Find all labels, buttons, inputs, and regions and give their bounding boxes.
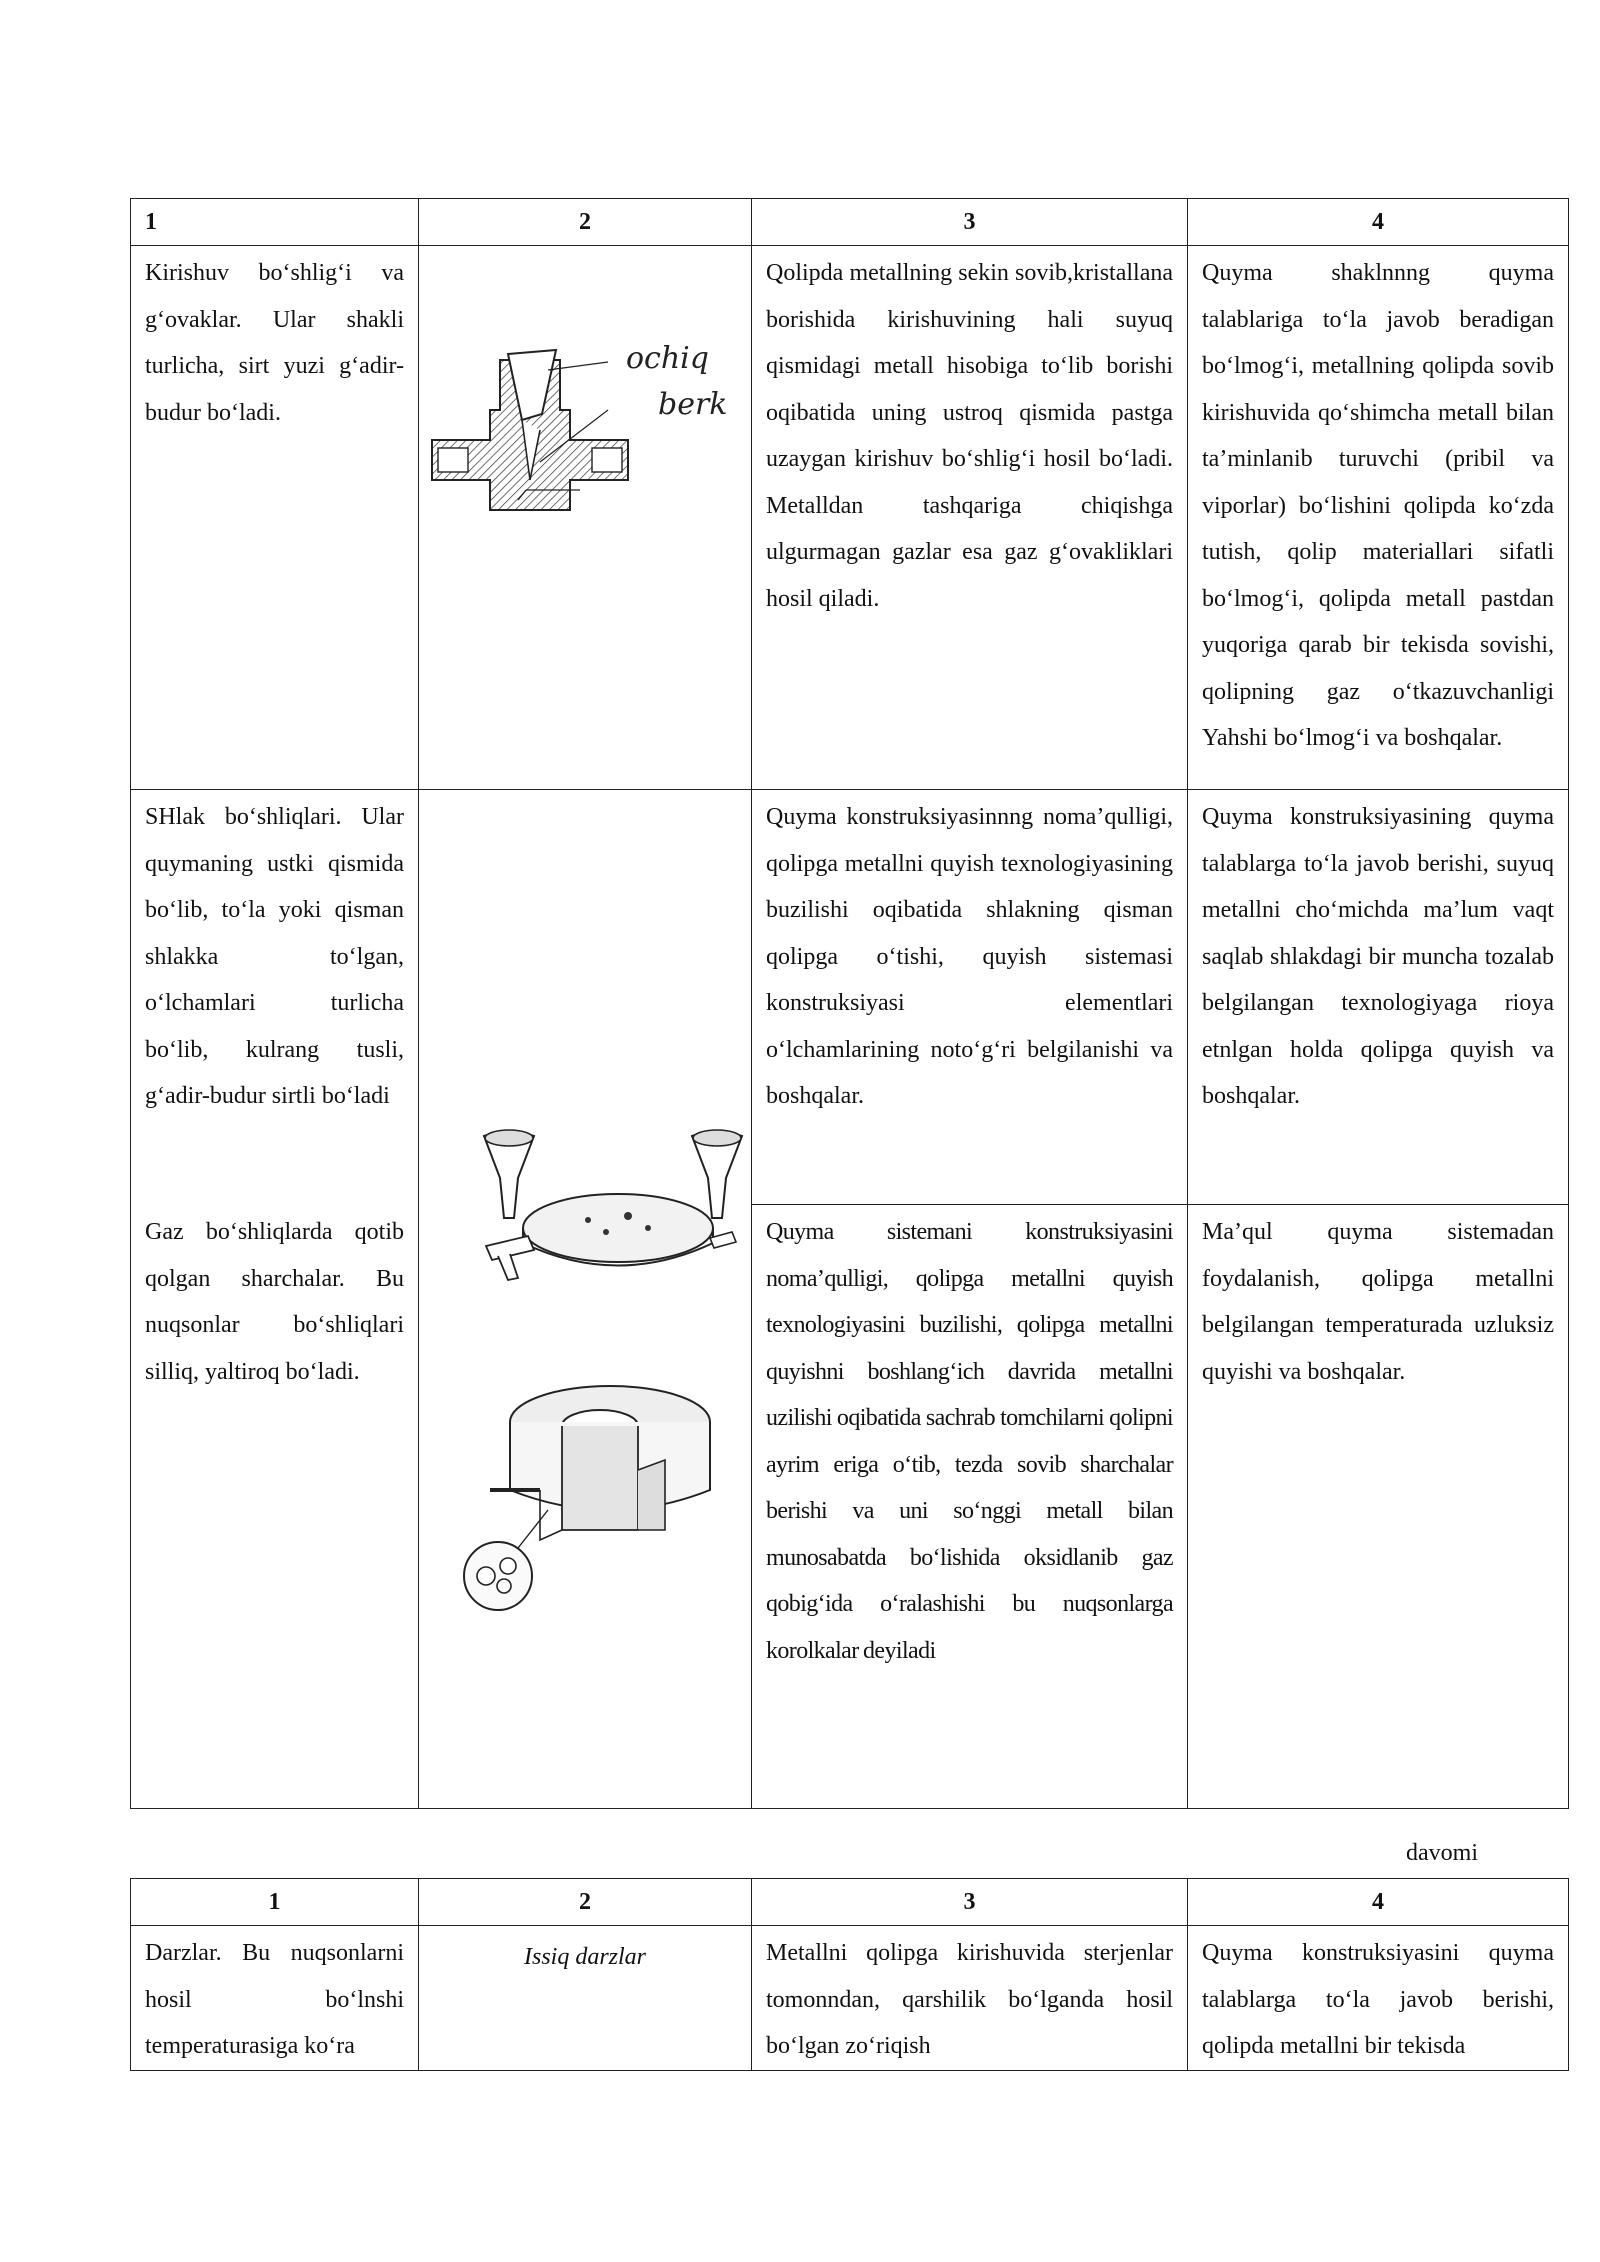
- cause-text: Quyma konstruksiyasinnng noma’qulligi, qolipga metallni quyish texnologiyasining buzilishi oqibatida shlakning qisman qolipga o‘tishi, quyish sistemasi konstruksiyasi elementlari o‘lchamlarining noto‘g‘ri belgilanishi va boshqalar.: [766, 804, 1173, 1109]
- defect-text: Darzlar. Bu nuqsonlarni hosil bo‘lnshi temperaturasiga ko‘ra: [145, 1940, 404, 2059]
- defect-cell: [131, 1205, 419, 1809]
- column-header: 3: [752, 1879, 1188, 1926]
- column-header: 2: [419, 199, 752, 246]
- cause-cell: [752, 246, 1188, 790]
- shrinkage-cavity-figure: [430, 340, 730, 540]
- cause-text: Quyma sistemani konstruksiyasini noma’qulligi, qolipga metallni quyish texnologiyasini buzilishi, qolipga metallni quyishni boshlang‘ich davrida metallni uzilishi oqibatida sachrab tomchilarni qolipni ayrim eriga o‘tib, tezda sovib sharchalar berishi va uni so‘nggi metall bilan munosabatda bo‘lishida oksidlanib gaz qobig‘ida o‘ralashishi bu nuqsonlarga korolkalar deyiladi: [766, 1219, 1173, 1664]
- gas-pellets-figure: [460, 1380, 720, 1630]
- defects-table: [130, 198, 1569, 1809]
- figure-cell: [419, 790, 752, 1809]
- table-row: [131, 790, 1569, 1205]
- defect-cell: [131, 1926, 419, 2071]
- prevention-text: Quyma konstruksiyasini quyma talablarga to‘la javob berishi, qolipda metallni bir tekisda: [1202, 1940, 1554, 2059]
- column-header: 2: [419, 1879, 752, 1926]
- column-header: 4: [1188, 199, 1569, 246]
- figure-cell: [419, 1926, 752, 2071]
- table-row: [131, 246, 1569, 790]
- defects-table-continued: [130, 1878, 1569, 2071]
- figure-label-closed: berk: [658, 387, 728, 422]
- prevention-cell: [1188, 790, 1569, 1205]
- cause-cell: [752, 790, 1188, 1205]
- defect-text: Kirishuv bo‘shlig‘i va g‘ovaklar. Ular shakli turlicha, sirt yuzi g‘adir-budur bo‘ladi.: [145, 260, 404, 426]
- table-header-row: [131, 199, 1569, 246]
- column-header: 4: [1188, 1879, 1569, 1926]
- prevention-text: Ma’qul quyma sistemadan foydalanish, qolipga metallni belgilangan temperaturada uzluksiz quyishi va boshqalar.: [1202, 1219, 1554, 1385]
- prevention-text: Quyma konstruksiyasining quyma talablarga to‘la javob berishi, suyuq metallni cho‘michda ma’lum vaqt saqlab shlakdagi bir muncha tozalab belgilangan texnologiyaga rioya etnlgan holda qolipga quyish va boshqalar.: [1202, 804, 1554, 1109]
- prevention-cell: [1188, 1926, 1569, 2071]
- table-row: [131, 1205, 1569, 1809]
- figure-caption: Issiq darzlar: [523, 1944, 647, 1970]
- figure-label-open: ochiq: [626, 341, 709, 376]
- column-header: 1: [131, 1879, 419, 1926]
- slag-gating-figure: [478, 1128, 748, 1288]
- defect-cell: [131, 246, 419, 790]
- prevention-cell: [1188, 246, 1569, 790]
- defect-cell: [131, 790, 419, 1205]
- defect-text: SHlak bo‘shliqlari. Ular quymaning ustki qismida bo‘lib, to‘la yoki qisman shlakka to‘lgan, o‘lchamlari turlicha bo‘lib, kulrang tusli, g‘adir-budur sirtli bo‘ladi: [145, 804, 404, 1109]
- prevention-cell: [1188, 1205, 1569, 1809]
- table-header-row: [131, 1879, 1569, 1926]
- cause-cell: [752, 1205, 1188, 1809]
- defect-text: Gaz bo‘shliqlarda qotib qolgan sharchalar. Bu nuqsonlar bo‘shliqlari silliq, yaltiroq bo‘ladi.: [145, 1219, 404, 1385]
- column-header: 1: [131, 199, 419, 246]
- prevention-text: Quyma shaklnnng quyma talablariga to‘la javob beradigan bo‘lmog‘i, metallning qolipda sovib kirishuvida qo‘shimcha metall bilan ta’minlanib turuvchi (pribil va viporlar) bo‘lishini qolipda ko‘zda tutish, qolip materiallari sifatli bo‘lmog‘i, qolipda metall pastdan yuqoriga qarab bir tekisda sovishi, qolipning gaz o‘tkazuvchanligi Yahshi bo‘lmog‘i va boshqalar.: [1202, 260, 1554, 751]
- cause-cell: [752, 1926, 1188, 2071]
- cause-text: Qolipda metallning sekin sovib,kristallana borishida kirishuvining hali suyuq qismidagi metall hisobiga to‘lib borishi oqibatida uning ustroq qismida pastga uzaygan kirishuv bo‘shlig‘i hosil bo‘ladi. Metalldan tashqariga chiqishga ulgurmagan gazlar esa gaz g‘ovakliklari hosil qiladi.: [766, 260, 1173, 612]
- continuation-label: davomi: [1406, 1840, 1478, 1866]
- table-row: [131, 1926, 1569, 2071]
- column-header: 3: [752, 199, 1188, 246]
- cause-text: Metallni qolipga kirishuvida sterjenlar tomonndan, qarshilik bo‘lganda hosil bo‘lgan zo‘riqish: [766, 1940, 1173, 2059]
